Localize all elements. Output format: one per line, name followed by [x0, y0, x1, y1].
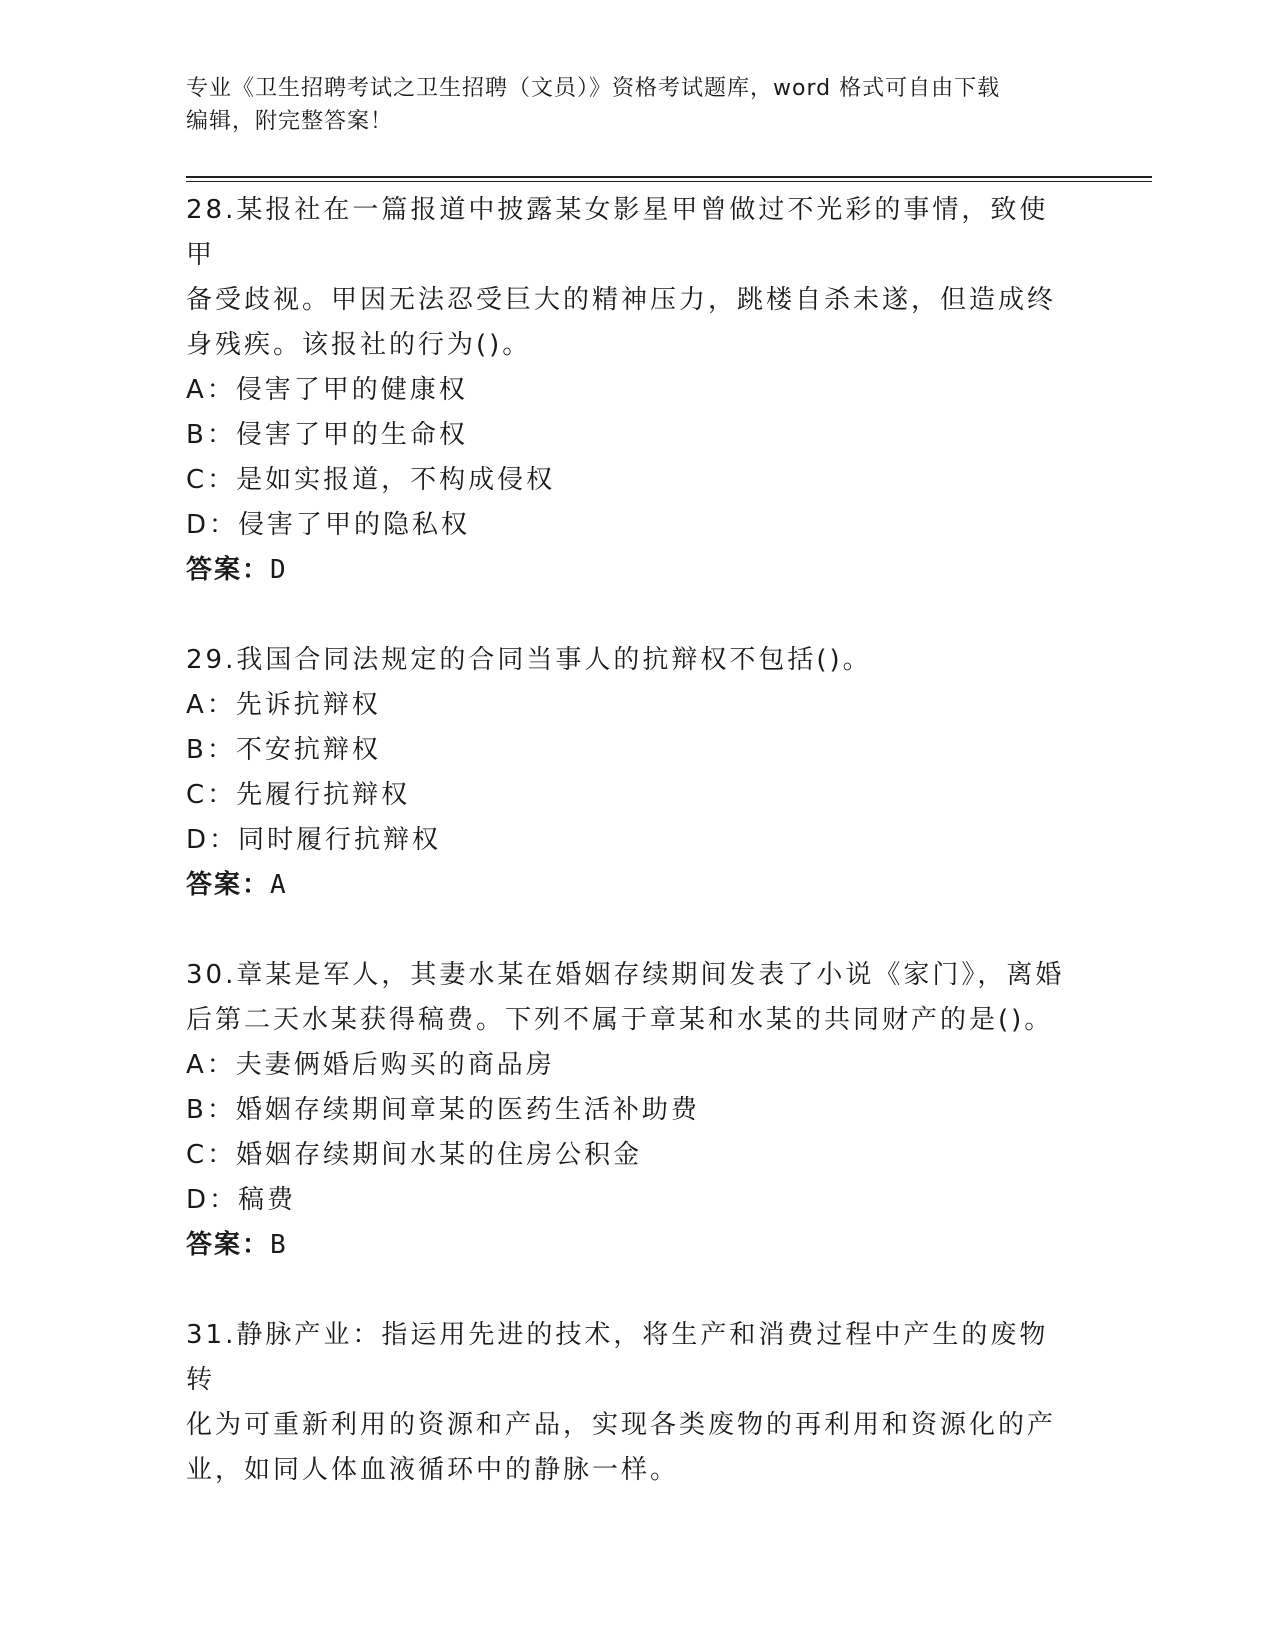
option-d: D：侵害了甲的隐私权 — [186, 510, 471, 540]
header-divider-thin — [186, 181, 1152, 182]
spacer — [186, 908, 1066, 953]
answer-label: 答案： — [186, 1230, 271, 1260]
question-text-line: 备受歧视。甲因无法忍受巨大的精神压力，跳楼自杀未遂，但造成终 — [186, 285, 1057, 315]
question-text-line: 31.静脉产业：指运用先进的技术，将生产和消费过程中产生的废物转 — [186, 1320, 1049, 1395]
question-list — [186, 188, 1066, 1493]
answer — [186, 863, 1066, 908]
question-text-line: 化为可重新利用的资源和产品，实现各类废物的再利用和资源化的产 — [186, 1410, 1057, 1440]
option-d: D：同时履行抗辩权 — [186, 825, 442, 855]
option-c: C：婚姻存续期间水某的住房公积金 — [186, 1140, 643, 1170]
answer-value: B — [270, 1230, 288, 1260]
option-b: B：婚姻存续期间章某的医药生活补助费 — [186, 1095, 700, 1125]
question-28 — [186, 188, 1066, 593]
answer — [186, 548, 1066, 593]
question-text-line: 30.章某是军人，其妻水某在婚姻存续期间发表了小说《家门》，离婚 — [186, 960, 1065, 990]
answer-label: 答案： — [186, 870, 271, 900]
question-29 — [186, 638, 1066, 908]
answer-value: A — [270, 870, 288, 900]
option-a: A：先诉抗辩权 — [186, 690, 381, 720]
option-b: B：不安抗辩权 — [186, 735, 381, 765]
question-text-line: 29.我国合同法规定的合同当事人的抗辩权不包括()。 — [186, 645, 872, 675]
option-a: A：侵害了甲的健康权 — [186, 375, 468, 405]
question-text-line: 28.某报社在一篇报道中披露某女影星甲曾做过不光彩的事情，致使甲 — [186, 195, 1049, 270]
header-divider-thick — [186, 176, 1152, 178]
question-text-line: 业，如同人体血液循环中的静脉一样。 — [186, 1455, 680, 1485]
answer-value: D — [270, 555, 288, 585]
spacer — [186, 593, 1066, 638]
question-text-line: 后第二天水某获得稿费。下列不属于章某和水某的共同财产的是()。 — [186, 1005, 1054, 1035]
header-line-2: 编辑，附完整答案！ — [186, 109, 394, 134]
question-31 — [186, 1313, 1066, 1493]
question-30 — [186, 953, 1066, 1268]
spacer — [186, 1268, 1066, 1313]
answer — [186, 1223, 1066, 1268]
option-c: C：先履行抗辩权 — [186, 780, 411, 810]
answer-label: 答案： — [186, 555, 271, 585]
option-c: C：是如实报道，不构成侵权 — [186, 465, 556, 495]
question-text-line: 身残疾。该报社的行为()。 — [186, 330, 532, 360]
page-header — [186, 72, 1066, 138]
option-a: A：夫妻俩婚后购买的商品房 — [186, 1050, 555, 1080]
option-b: B：侵害了甲的生命权 — [186, 420, 468, 450]
option-d: D：稿费 — [186, 1185, 297, 1215]
header-line-1: 专业《卫生招聘考试之卫生招聘（文员）》资格考试题库，word 格式可自由下载 — [186, 76, 1001, 101]
